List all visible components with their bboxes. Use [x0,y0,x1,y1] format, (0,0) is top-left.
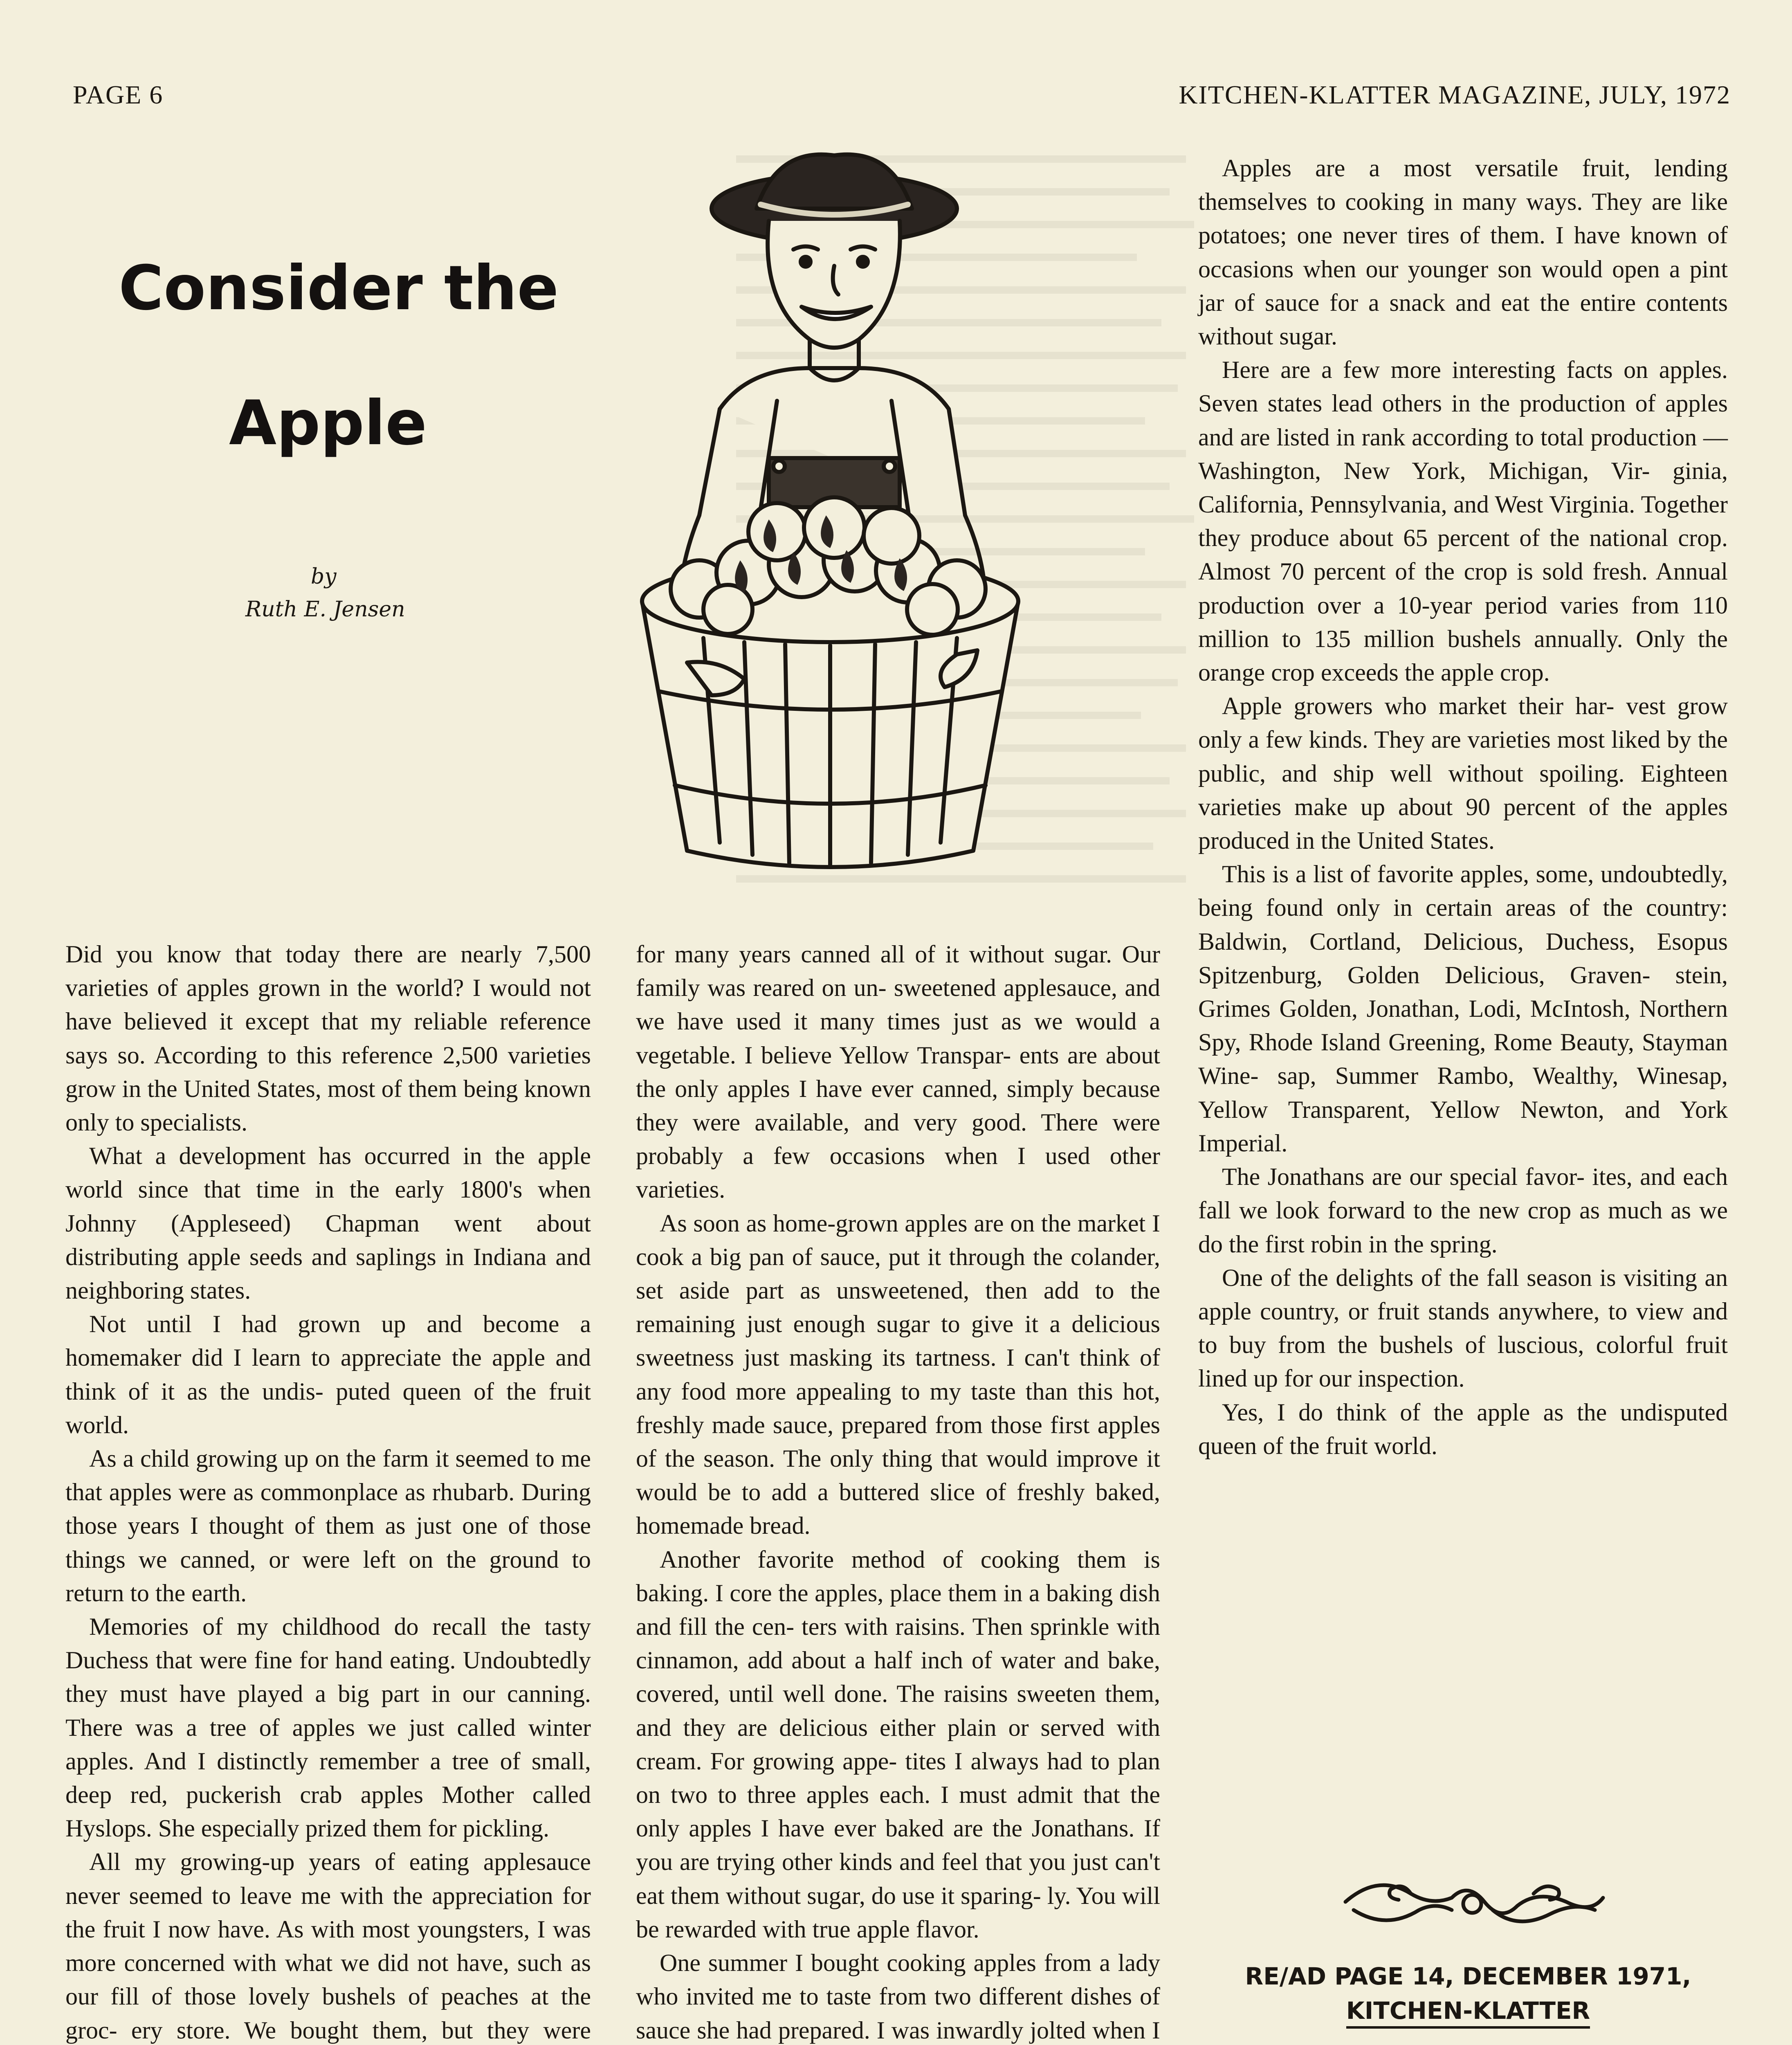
byline-author: Ruth E. Jensen [245,597,405,622]
col3-paragraph: This is a list of favorite apples, some, undoubtedly, being found only in certain areas of the country: Baldwin, Cortland, Delicious, Duchess, Esopus Spitzenburg, Golden Delicious, Graven- stein, Grimes Golden, Jonathan, Lodi, McIntosh, Northern Spy, Rhode Island Greening, Rome Beauty, Stayman Wine- sap, Summer Rambo, Wealthy, Winesap, Yellow Transparent, Yellow Newton, and York Imperial. [1198,861,1728,1157]
sidebar-heading [1198,1959,1738,2029]
col3-paragraph: Apple growers who market their har- vest grow only a few kinds. They are varieties most liked by the public, and ship well without spoiling. Eighteen varieties make up about 90 percent of the apples produced in the United States. [1198,692,1728,854]
running-head [0,80,1792,117]
magazine-title: KITCHEN-KLATTER MAGAZINE, JULY, 1972 [1179,80,1731,109]
sidebar-heading-line-1: RE/AD PAGE 14, DECEMBER 1971, [1245,1962,1691,1990]
col3-paragraph: One of the delights of the fall season is visiting an apple country, or fruit stands anywhere, to view and to buy from the bushels of luscious, colorful fruit lined up for our inspection. [1198,1264,1728,1392]
col3-paragraph: The Jonathans are our special favor- ites, and each fall we look forward to the new crop as much as we do the first robin in the spring. [1198,1163,1728,1258]
col3-paragraph: Yes, I do think of the apple as the undisputed queen of the fruit world. [1198,1398,1728,1459]
article-column-2 [636,937,1160,2045]
col2-paragraph: for many years canned all of it without sugar. Our family was reared on un- sweetened applesauce, and we have used it many times just as we would a vegetable. I believe Yellow Transpar- ents are about the only apples I have ever canned, simply because they were available, and very good. There were probably a few occasions when I used other varieties. [636,941,1160,1203]
byline-by: by [311,564,337,589]
swirl-ornament-icon [1329,1865,1615,1939]
col1-paragraph: Did you know that today there are nearly 7,500 varieties of apples grown in the world? I would not have believed it except that my reliable reference says so. According to this reference 2,500 varieties grow in the United States, most of them being known only to specialists. [65,941,591,1136]
boy-with-apple-basket-illustration [564,147,1096,908]
col2-paragraph: One summer I bought cooking apples from a lady who invited me to taste from two different dishes of sauce she had prepared. I was inwardly jolted when I [636,1949,1160,2044]
col1-paragraph: All my growing-up years of eating applesauce never seemed to leave me with the appreciation for the fruit I now have. As with most youngsters, I was more concerned with what we did not have, such as our fill of those lovely bushels of peaches at the groc- ery store. We bought them, but they were [65,1848,591,2044]
article-title-line-2: Apple [229,388,427,459]
article-column-3 [1198,151,1728,1463]
article-column-1 [65,937,591,2045]
col2-paragraph: Another favorite method of cooking them is baking. I core the apples, place them in a baking dish and fill the cen- ters with raisins. Then sprinkle with cinnamon, add about a half inch of water and bake, covered, until well done. The raisins sweeten them, and they are delicious either plain or served with cream. For growing appe- tites I always had to plan on two to three apples each. I must admit that the only apples I have ever baked are the Jonathans. If you are trying other kinds and feel that you just can't eat them without sugar, do use it sparing- ly. You will be rewarded with true apple flavor. [636,1546,1160,1943]
col1-paragraph: Memories of my childhood do recall the tasty Duchess that were fine for hand eating. Undoubtedly they must have played a big part in our canning. There was a tree of apples we just called winter apples. And I distinctly remember a tree of small, deep red, puckerish crab apples Mother called Hyslops. She especially prized them for pickling. [65,1613,591,1842]
sidebar-heading-line-2: KITCHEN-KLATTER [1346,1995,1590,2029]
col2-paragraph: As soon as home-grown apples are on the market I cook a big pan of sauce, put it through the colander, set aside part as unsweetened, then add to the remaining just enough sugar to give it a delicious sweetness just masking its tartness. I can't think of any food more appealing to my taste than this hot, freshly made sauce, prepared from those first apples of the season. The only thing that would improve it would be to add a buttered slice of freshly baked, homemade bread. [636,1209,1160,1539]
col3-paragraph: Here are a few more interesting facts on apples. Seven states lead others in the production of apples and are listed in rank according to total production — Washington, New York, Michigan, Vir- ginia, California, Pennsylvania, and West Virginia. Together they produce about 65 percent of the national crop. Almost 70 percent of the crop is sold fresh. Annual production over a 10-year period varies from 110 million to 135 million bushels annually. Only the orange crop exceeds the apple crop. [1198,356,1728,686]
col1-paragraph: What a development has occurred in the apple world since that time in the early 1800's when Johnny (Appleseed) Chapman went about distributing apple seeds and saplings in Indiana and neighboring states. [65,1142,591,1304]
col3-paragraph: Apples are a most versatile fruit, lending themselves to cooking in many ways. They are like potatoes; one never tires of them. I have known of occasions when our younger son would open a pint jar of sauce for a snack and eat the entire contents without sugar. [1198,155,1728,350]
col1-paragraph: As a child growing up on the farm it seemed to me that apples were as commonplace as rhubarb. During those years I thought of them as just one of those things we canned, or were left on the ground to return to the earth. [65,1445,591,1607]
col1-paragraph: Not until I had grown up and become a homemaker did I learn to appreciate the apple and think of it as the undis- puted queen of the fruit world. [65,1310,591,1438]
article-title-line-1: Consider the [119,253,559,324]
page-number: PAGE 6 [73,80,164,109]
